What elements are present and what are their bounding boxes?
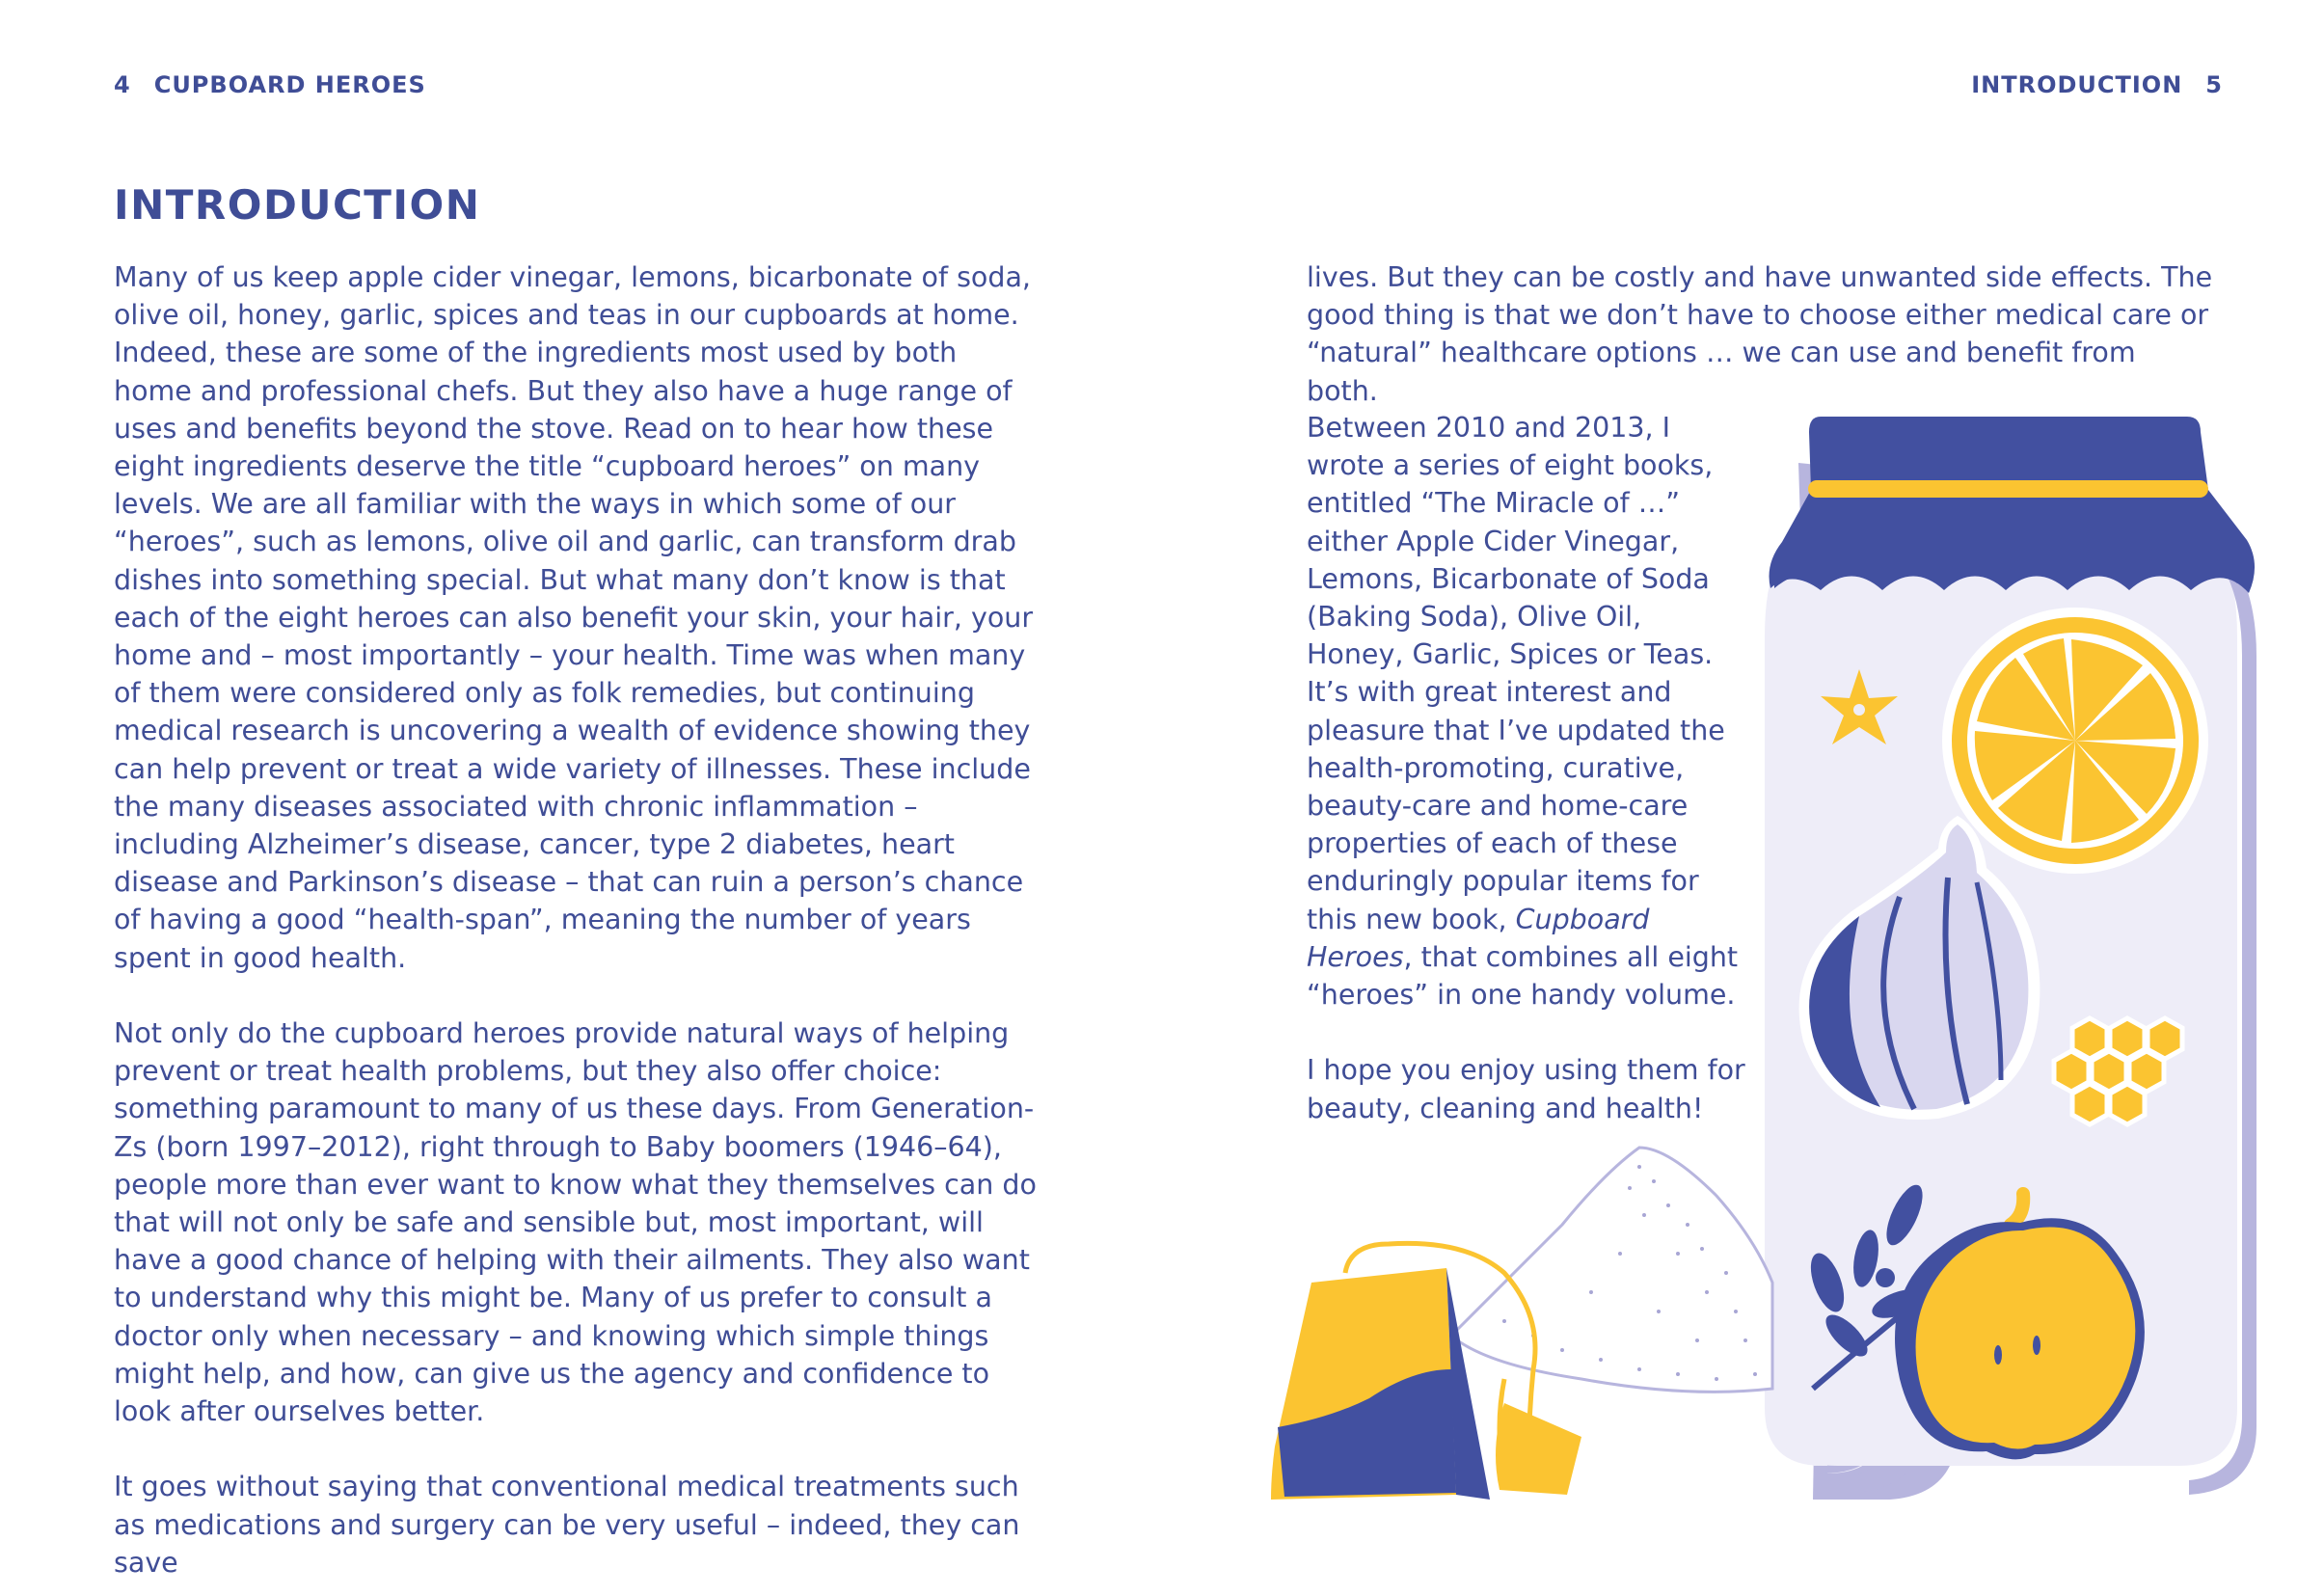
paragraph: Between 2010 and 2013, I wrote a series of eight books, entitled “The Miracle of …” either Apple Cider Vinegar, Lemons, Bicarbonate of Soda (Baking Soda), Olive Oil, Honey, Garlic, Spices or Teas. It’s with great interest and pleasure that I’ve updated the health-promoting, curative, beauty-care and home-care properties of each of these enduringly popular items for this new book, Cupboard Heroes, that combines all eight “heroes” in one handy volume. bbox=[1307, 412, 1739, 1012]
paragraph: I hope you enjoy using them for beauty, cleaning and health! bbox=[1307, 1054, 1745, 1124]
paragraph: It goes without saying that conventional medical treatments such as medications and surgery can be very useful – indeed, they can save bbox=[114, 1471, 1020, 1579]
jar-illustration bbox=[1244, 400, 2285, 1533]
paragraph: Not only do the cupboard heroes provide natural ways of helping prevent or treat health problems, but they also offer choice: something paramount to many of us these days. From Generation-Zs (born 1997–2012), right through to Baby boomers (1946–64), people more than ever want to know what they themselves can do that will not only be safe and sensible but, most important, will have a good chance of helping with their ailments. They also want to understand why this might be. Many of us prefer to consult a doctor only when necessary – and knowing which simple things might help, and how, can give us the agency and confidence to look after ourselves better. bbox=[114, 1017, 1037, 1428]
lemon-slice-icon bbox=[1942, 608, 2208, 874]
book-title: Cupboard Heroes bbox=[1307, 903, 1650, 973]
running-head-left bbox=[114, 71, 426, 98]
running-title-left: CUPBOARD HEROES bbox=[153, 71, 426, 98]
running-head-right bbox=[1971, 71, 2223, 98]
chapter-heading: INTRODUCTION bbox=[114, 181, 481, 229]
running-title-right: INTRODUCTION bbox=[1971, 71, 2183, 98]
page-number-right: 5 bbox=[2205, 71, 2223, 98]
paragraph: Many of us keep apple cider vinegar, lemons, bicarbonate of soda, olive oil, honey, garlic, spices and teas in our cupboards at home. Indeed, these are some of the ingredients most used by both home and professional chefs. But they also have a huge range of uses and benefits beyond the stove. Read on to hear how these eight ingredients deserve the title “cupboard heroes” on many levels. We are all familiar with the ways in which some of our “heroes”, such as lemons, olive oil and garlic, can transform drab dishes into something special. But what many don’t know is that each of the eight heroes can also benefit your skin, your hair, your home and – most importantly – your health. Time was when many of them were considered only as folk remedies, but continuing medical research is uncovering a wealth of evidence showing they can help prevent or treat a wide variety of illnesses. These include the many diseases associated with chronic inflammation – including Alzheimer’s disease, cancer, type 2 diabetes, heart disease and Parkinson’s disease – that can ruin a person’s chance of having a good “health-span”, meaning the number of years spent in good health. bbox=[114, 261, 1034, 974]
left-text-column bbox=[114, 258, 1040, 1581]
paragraph: lives. But they can be costly and have unwanted side effects. The good thing is that we don’t have to choose either medical care or “natural” healthcare options … we can use and benefit from both. bbox=[1307, 261, 2213, 407]
right-text-continuation bbox=[1307, 258, 2213, 410]
page-number-left: 4 bbox=[114, 71, 131, 98]
